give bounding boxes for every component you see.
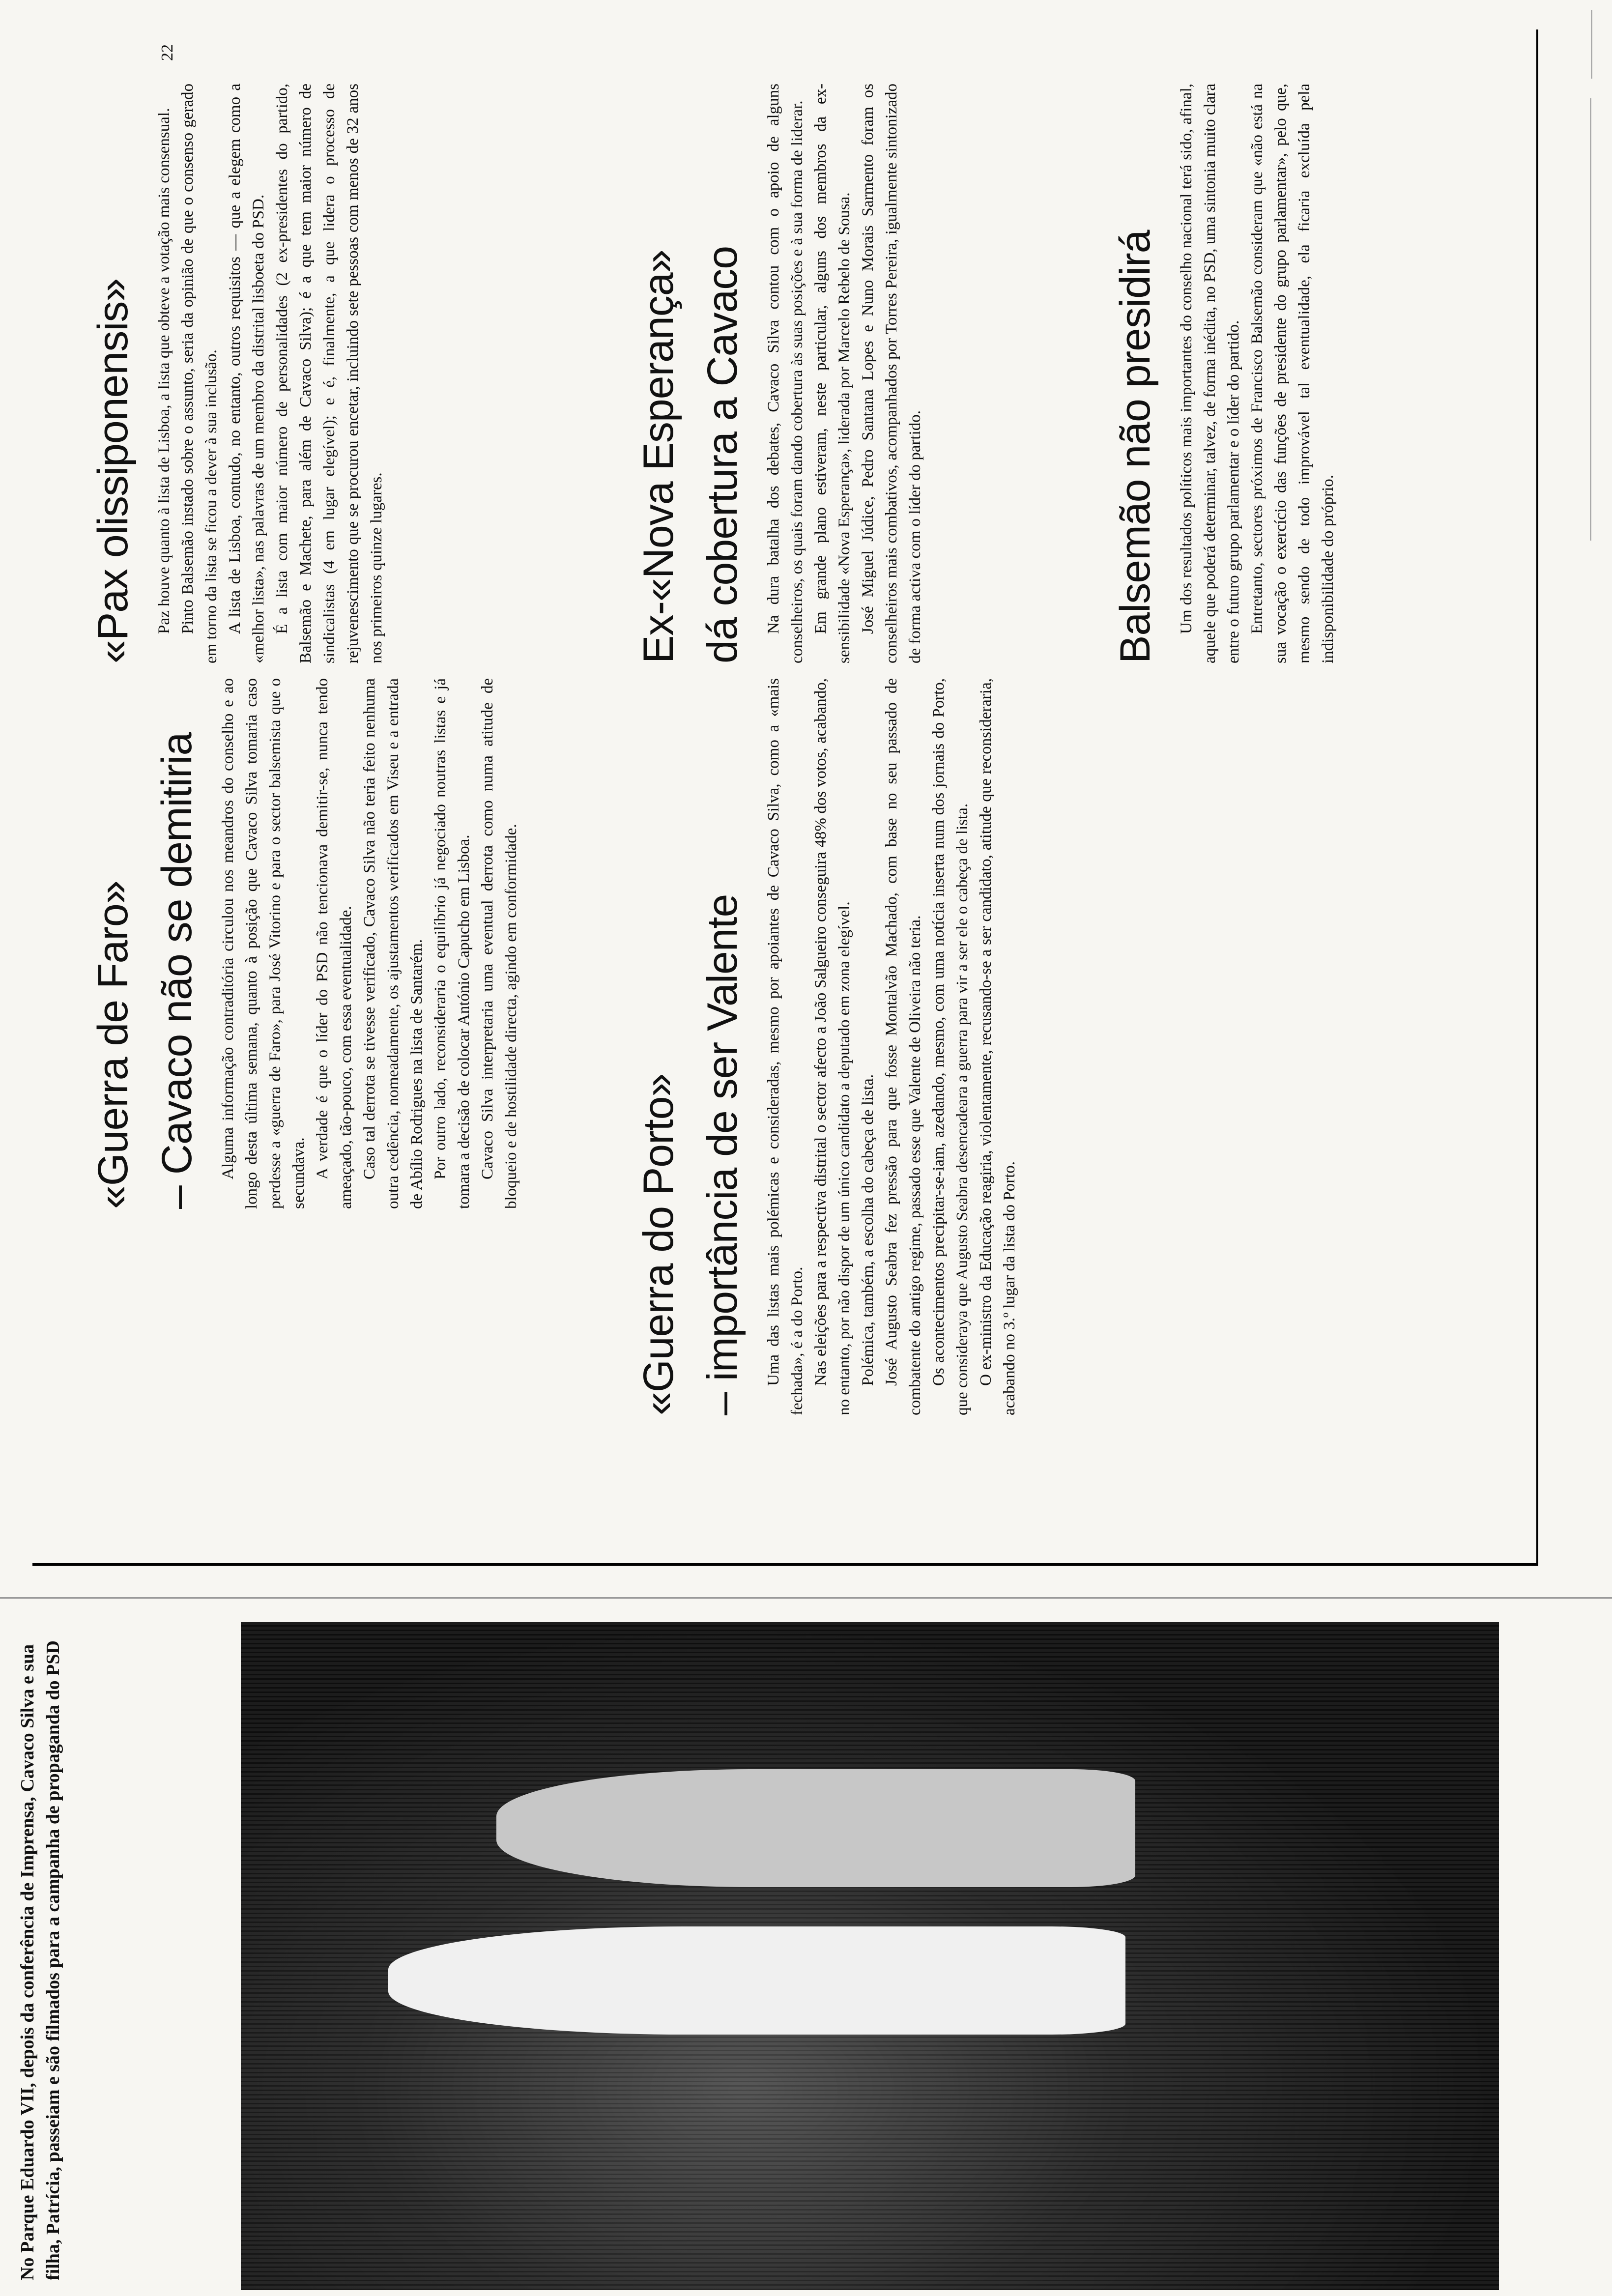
headline: «Pax olissiponensis» xyxy=(89,278,137,663)
paragraph: A lista de Lisboa, contudo, no entanto, outros requisitos — que a elegem como a «melhor lista», nas palavras de um membro da distrital lisboeta do PSD. xyxy=(226,84,267,663)
headline: «Guerra do Porto» xyxy=(635,1073,682,1415)
article-pax-olissiponensis xyxy=(88,84,619,663)
paragraph: Caso tal derrota se tivesse verificado, Cavaco Silva não teria feito nenhuma outra cedência, nomeadamente, os ajustamentos verificados em Viseu e a entrada de Abílio Rodrigues na lista de Santarém. xyxy=(361,678,426,1209)
article-body xyxy=(216,678,523,1209)
headline: Ex-«Nova Esperança» xyxy=(635,250,682,663)
headline-sub: dá cobertura a Cavaco xyxy=(699,246,746,663)
scan-rule xyxy=(1591,10,1592,79)
paragraph: José Miguel Júdice, Pedro Santana Lopes e Nuno Morais Sarmento foram os conselheiros mais combativos, acompanhados por Torres Pereira, igualmente sintonizado de forma activa com o líder do partido. xyxy=(859,84,924,663)
paragraph: É a lista com maior número de personalidades (2 ex-presidentes do partido, Balsemão e Machete, para além de Cavaco Silva); é a que tem maior número de sindicalistas (4 em lugar elegível); e é, finalmente, a que lidera o processo de rejuvenescimento que se procurou encetar, incluindo sete pessoas com menos de 32 anos nos primeiros quinze lugares. xyxy=(273,84,385,663)
paragraph: Alguma informação contraditória circulou nos meandros do conselho e ao longo desta última semana, quanto à posição que Cavaco Silva tomaria caso perdesse a «guerra de Faro», para José Vitorino e para o sector balsemista que o secundava. xyxy=(219,678,308,1209)
news-photo xyxy=(241,1622,1499,2290)
page-number: 22 xyxy=(158,44,176,61)
paragraph: Polémica, também, a escolha do cabeça de lista. xyxy=(859,1074,877,1386)
paragraph: Entretanto, sectores próximos de Francisco Balsemão consideram que «não está na sua vocação o exercício das funções de presidente do grupo parlamentar», pelo que, mesmo sendo de todo improvável tal eventualidade, ela ficaria excluída pela indisponibilidade do próprio. xyxy=(1248,84,1337,663)
paragraph: Os acontecimentos precipitar-se-iam, azedando, mesmo, com uma notícia inserta num dos jornais do Porto, que consideraya que Augusto Seabra desencadeara a guerra para vir a ser ele o cabeça de lista. xyxy=(930,678,971,1415)
article-guerra-de-faro xyxy=(88,678,619,1209)
article-body xyxy=(762,84,927,663)
paragraph: A verdade é que o líder do PSD não tencionava demitir-se, nunca tendo ameaçado, tão-pouco, com essa eventualidade. xyxy=(314,678,355,1209)
article-guerra-do-porto xyxy=(634,678,1096,1415)
person-figure xyxy=(496,1769,1135,1887)
paragraph: Paz houve quanto à lista de Lisboa, a lista que obteve a votação mais consensual. xyxy=(155,108,173,634)
paragraph: Cavaco Silva interpretaria uma eventual derrota como numa atitude de bloqueio e de hostilidade directa, agindo em conformidade. xyxy=(479,678,520,1209)
person-figure xyxy=(388,1926,1125,2035)
headline: Balsemão não presidirá xyxy=(1112,230,1159,663)
headline: «Guerra de Faro» xyxy=(89,881,137,1209)
paragraph: Nas eleições para a respectiva distrital o sector afecto a João Salgueiro conseguira 48% dos votos, acabando, no entanto, por não dispor de um único candidato a deputado em zona elegível. xyxy=(812,678,853,1415)
headline-sub: – importância de ser Valente xyxy=(699,894,746,1415)
page-fold-line xyxy=(0,1597,1612,1599)
paragraph: Na dura batalha dos debates, Cavaco Silva contou com o apoio de alguns conselheiros, os quais foram dando cobertura às suas posições e à sua forma de liderar. xyxy=(765,84,806,663)
article-body xyxy=(152,84,388,663)
paragraph: Por outro lado, reconsideraria o equilíbrio já negociado noutras listas e já tomara a decisão de colocar António Capucho em Lisboa. xyxy=(432,678,473,1209)
paragraph: Uma das listas mais polémicas e consideradas, mesmo por apoiantes de Cavaco Silva, como a «mais fechada», é a do Porto. xyxy=(765,678,806,1415)
paragraph: Pinto Balsemão instado sobre o assunto, seria da opinião de que o consenso gerado em torno da lista se ficou a dever à sua inclusão. xyxy=(179,84,220,663)
paragraph: O ex-ministro da Educação reagiria, violentamente, recusando-se a ser candidato, atitude que reconsideraria, acabando no 3.º lugar da lista do Porto. xyxy=(977,678,1018,1415)
paragraph: Um dos resultados políticos mais importantes do conselho nacional terá sido, afinal, aquele que poderá determinar, talvez, de forma inédita, no PSD, uma sintonia muito clara entre o futuro grupo parlamentar e o líder do partido. xyxy=(1178,84,1242,663)
headline-sub: – Cavaco não se demitiria xyxy=(153,732,201,1209)
article-balsemao xyxy=(1111,84,1533,663)
photo-caption: No Parque Eduardo VII, depois da conferência de Imprensa, Cavaco Silva e sua filha, Patrícia, passeiam e são filmados para a campanha de propaganda do PSD xyxy=(17,1640,63,2280)
article-nova-esperanca xyxy=(634,84,973,663)
scan-rule xyxy=(1590,98,1591,541)
article-body xyxy=(1175,84,1340,663)
paragraph: José Augusto Seabra fez pressão para que fosse Montalvão Machado, com base no seu passado de combatente do antigo regime, passado esse que Valente de Oliveira não teria. xyxy=(883,678,924,1415)
paragraph: Em grande plano estiveram, neste particular, alguns dos membros da ex-sensibilidade «Nova Esperança», liderada por Marcelo Rebelo de Sousa. xyxy=(812,84,853,663)
article-body xyxy=(762,678,1021,1415)
